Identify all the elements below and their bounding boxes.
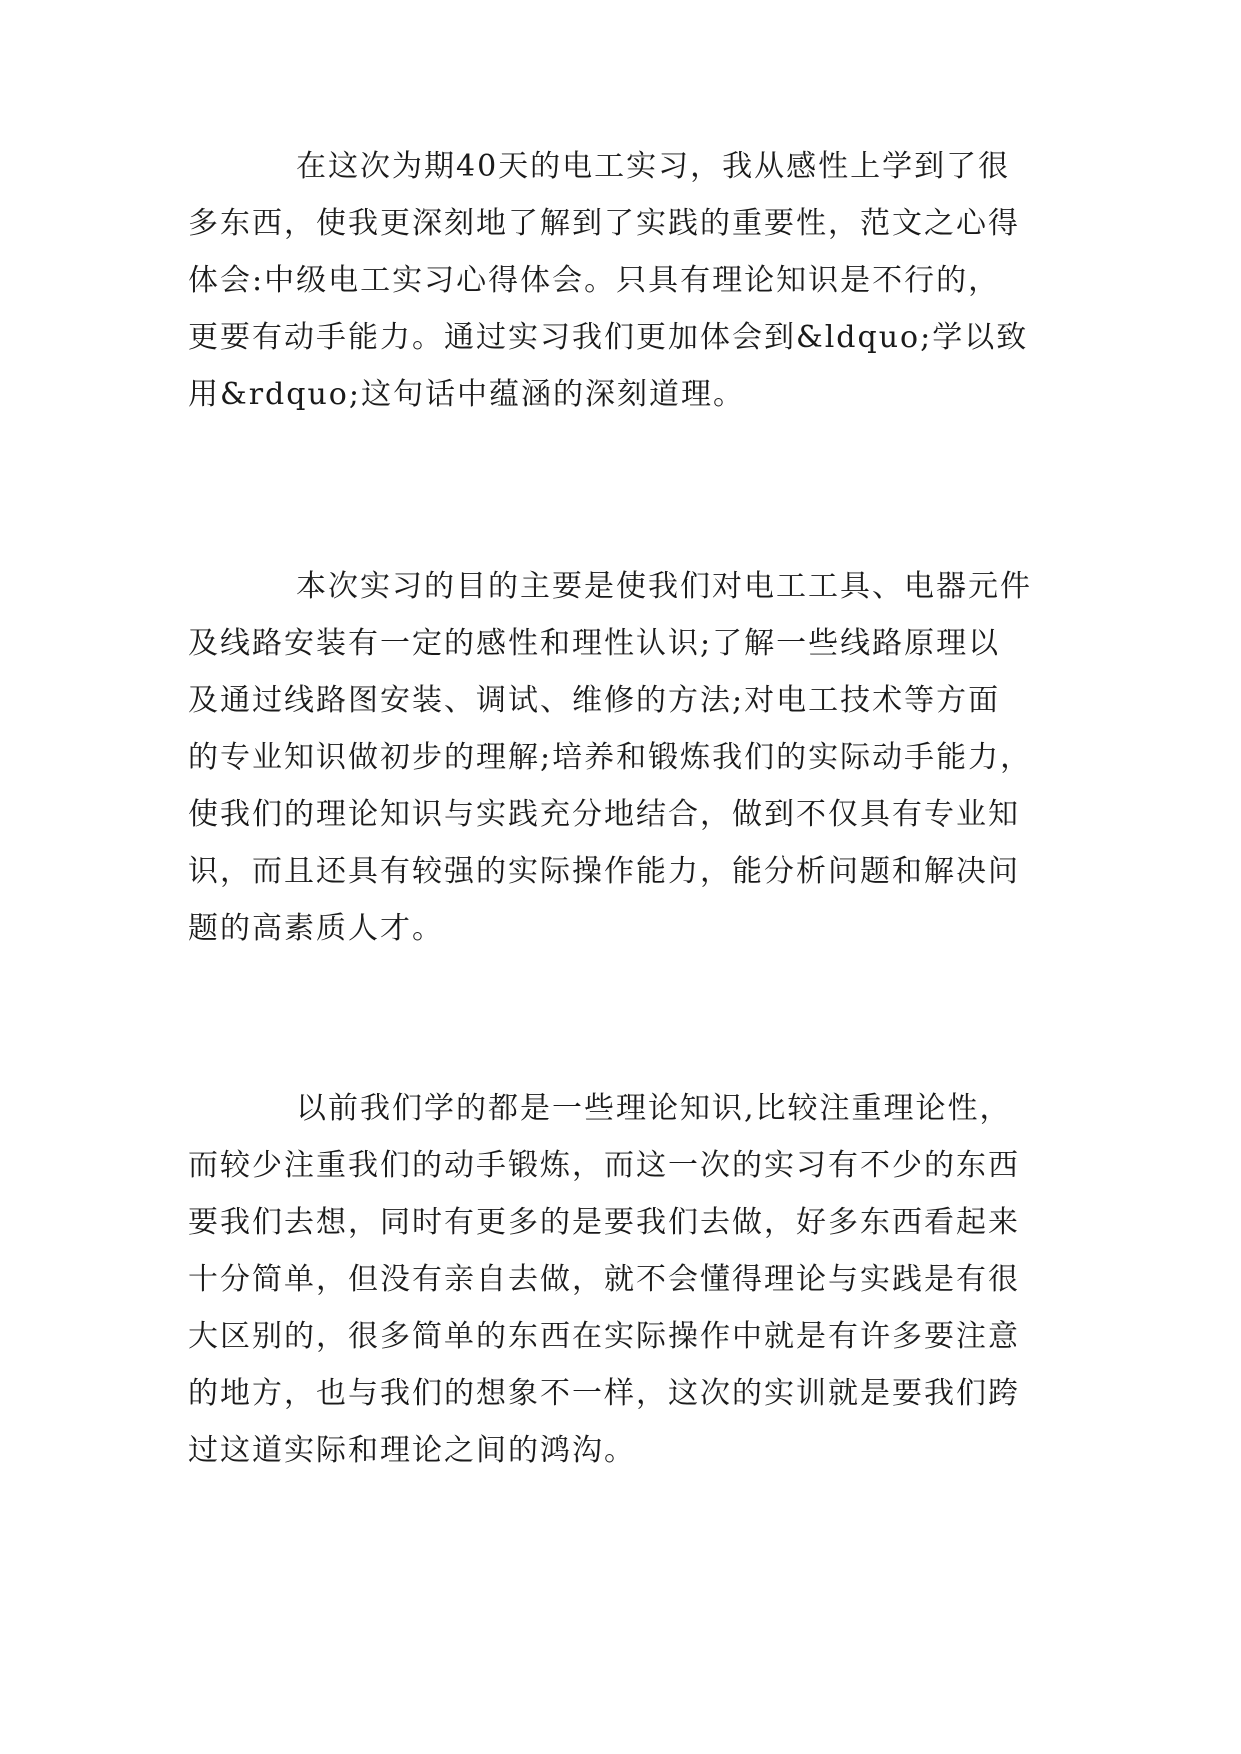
paragraph-line: 更要有动手能力。通过实习我们更加体会到&ldquo;学以致: [188, 320, 1029, 355]
paragraph-line: 使我们的理论知识与实践充分地结合，做到不仅具有专业知: [188, 797, 1020, 832]
paragraph-line: 体会:中级电工实习心得体会。只具有理论知识是不行的，: [188, 263, 1001, 298]
paragraph-line: 而较少注重我们的动手锻炼，而这一次的实习有不少的东西: [188, 1148, 1020, 1183]
paragraph-line: 大区别的，很多简单的东西在实际操作中就是有许多要注意: [188, 1319, 1020, 1354]
paragraph-line: 过这道实际和理论之间的鸿沟。: [188, 1433, 636, 1468]
paragraph-line: 用&rdquo;这句话中蕴涵的深刻道理。: [188, 377, 745, 412]
paragraph-line: 的专业知识做初步的理解;培养和锻炼我们的实际动手能力，: [188, 740, 1033, 775]
paragraph-line: 以前我们学的都是一些理论知识,比较注重理论性，: [296, 1091, 1012, 1126]
paragraph-line: 识，而且还具有较强的实际操作能力，能分析问题和解决问: [188, 854, 1020, 889]
paragraph-line: 题的高素质人才。: [188, 911, 444, 946]
paragraph-line: 及通过线路图安装、调试、维修的方法;对电工技术等方面: [188, 683, 1001, 718]
paragraph-line: 本次实习的目的主要是使我们对电工工具、电器元件: [296, 569, 1032, 604]
paragraph-line: 的地方，也与我们的想象不一样，这次的实训就是要我们跨: [188, 1376, 1020, 1411]
paragraph-line: 及线路安装有一定的感性和理性认识;了解一些线路原理以: [188, 626, 1001, 661]
paragraph-line: 要我们去想，同时有更多的是要我们去做，好多东西看起来: [188, 1205, 1020, 1240]
paragraph-line: 多东西，使我更深刻地了解到了实践的重要性，范文之心得: [188, 206, 1020, 241]
paragraph-line: 十分简单，但没有亲自去做，就不会懂得理论与实践是有很: [188, 1262, 1020, 1297]
paragraph-line: 在这次为期40天的电工实习，我从感性上学到了很: [296, 149, 1011, 184]
